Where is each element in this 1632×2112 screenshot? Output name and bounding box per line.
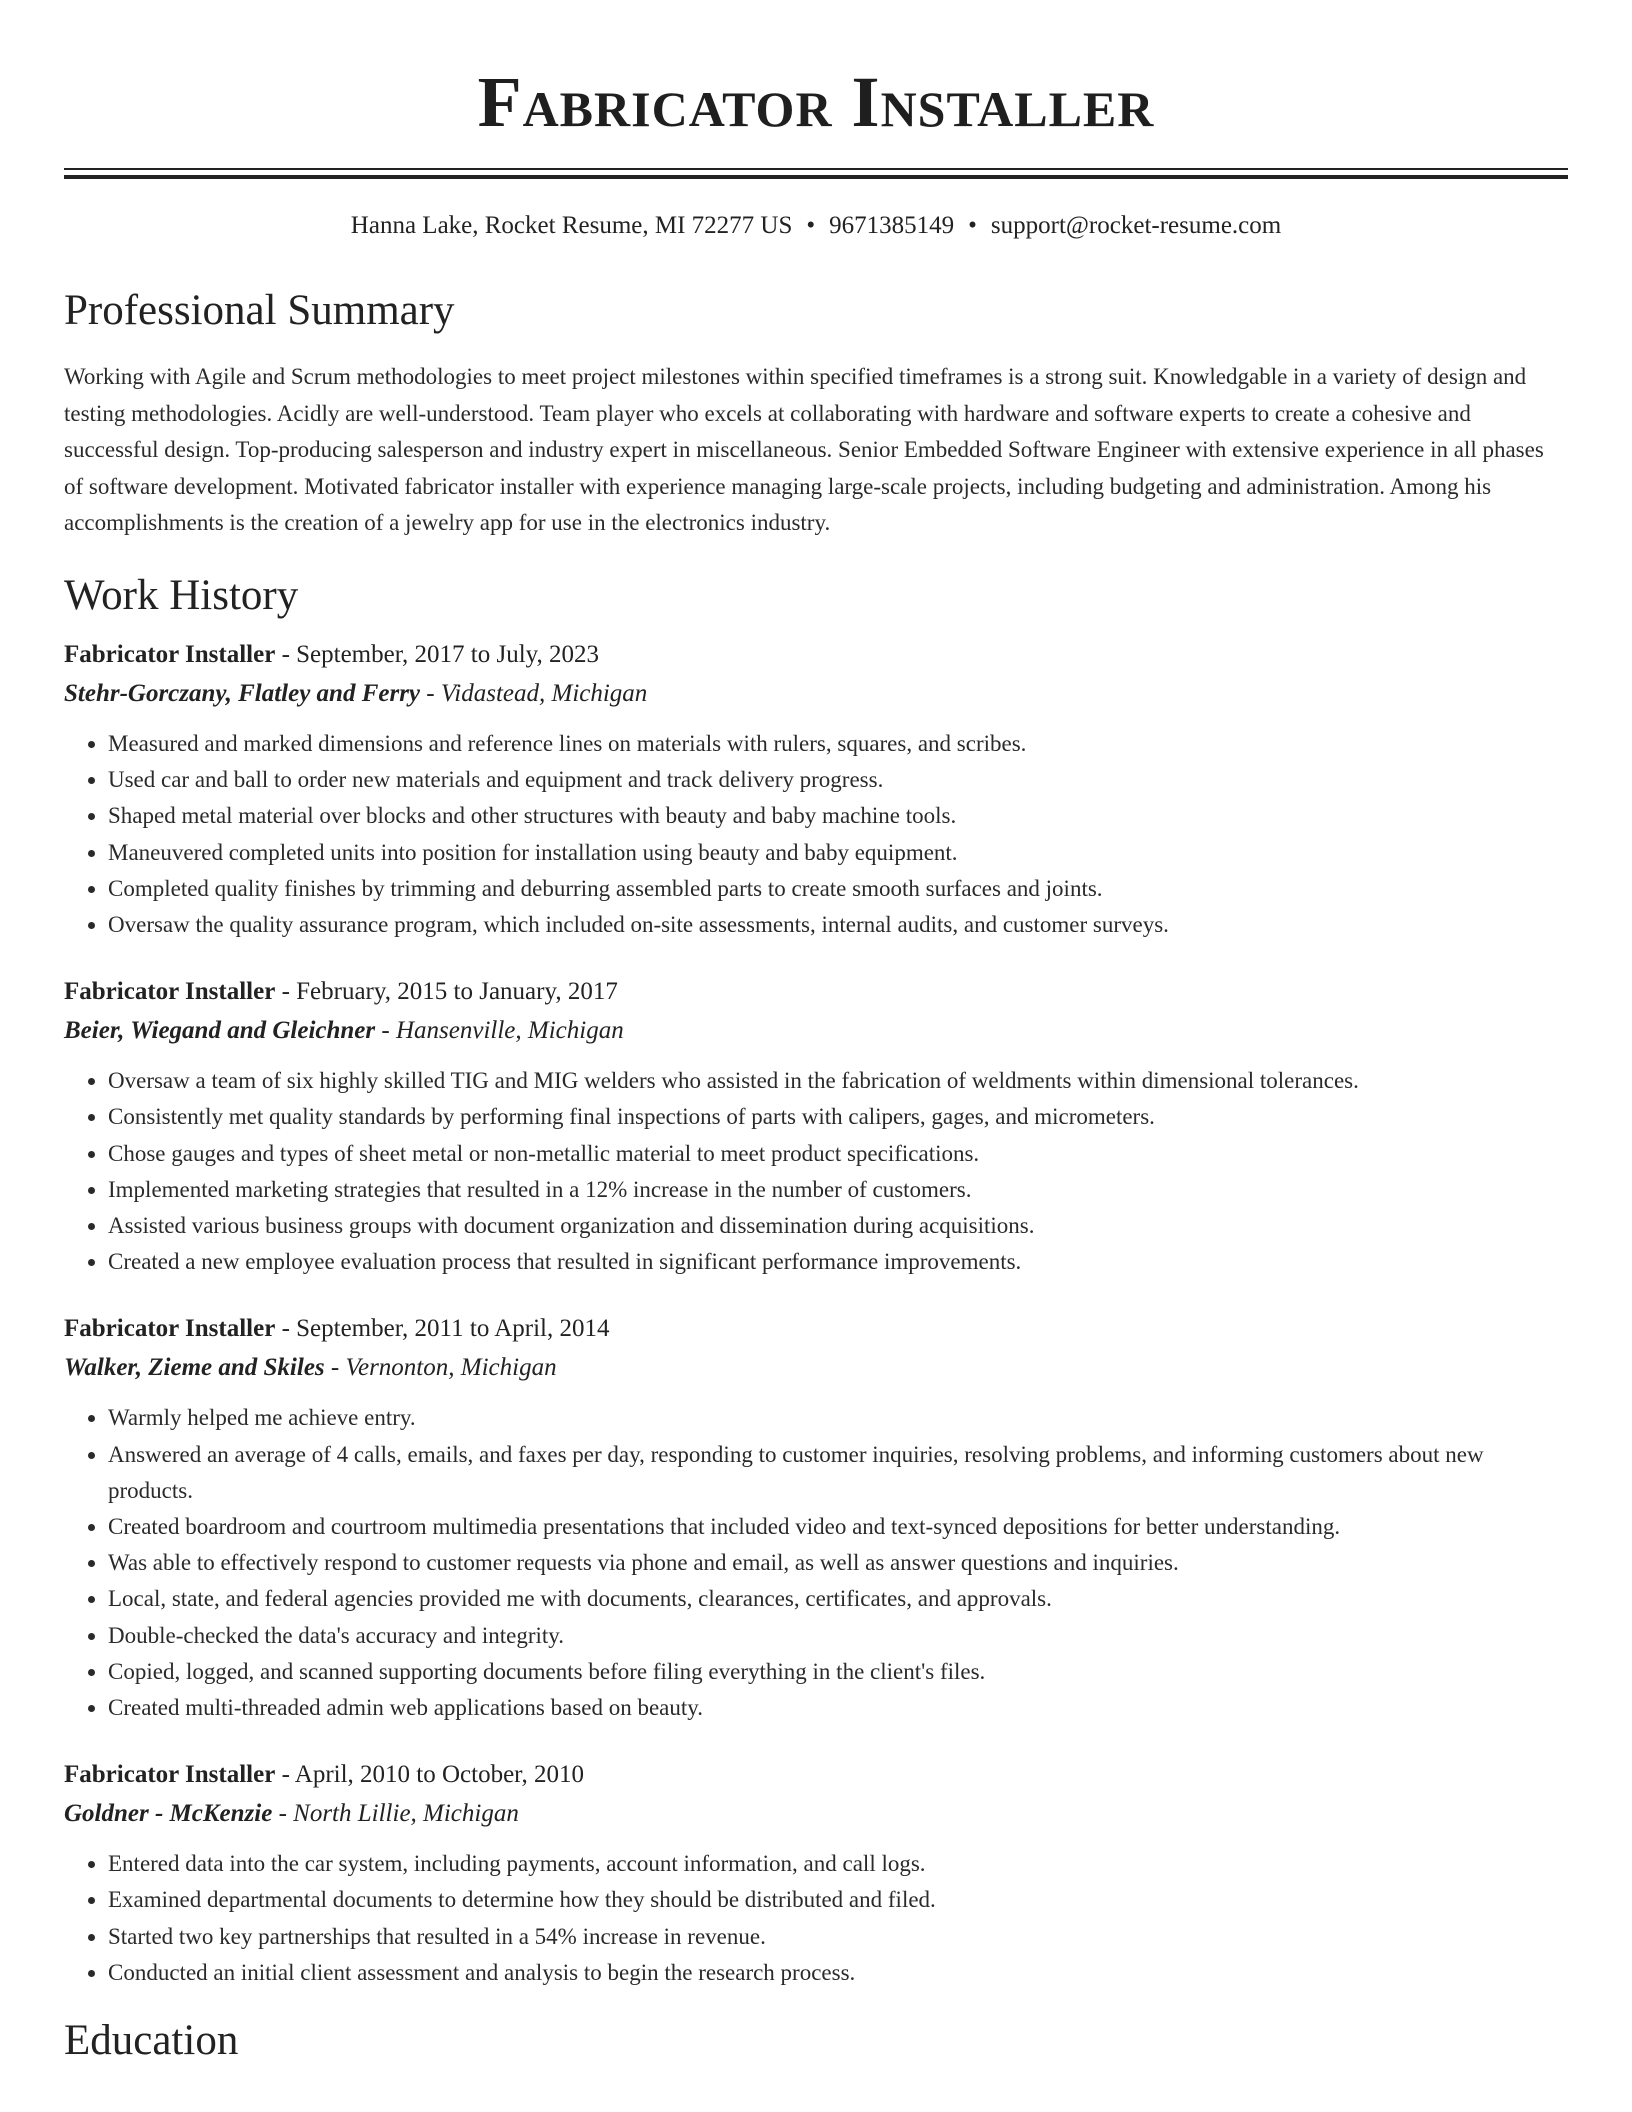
job-location: Vernonton, Michigan: [345, 1354, 557, 1382]
job-dash: -: [420, 679, 441, 707]
job-duty: • Completed quality finishes by trimming and deburring assembled parts to create smooth surfaces and joints.: [108, 871, 1568, 907]
job-duty: • Warmly helped me achieve entry.: [108, 1400, 1568, 1436]
job-duty: • Shaped metal material over blocks and other structures with beauty and baby machine tools.: [108, 798, 1568, 834]
job-duty: • Examined departmental documents to determine how they should be distributed and filed.: [108, 1882, 1568, 1918]
education-heading: Education: [64, 2017, 239, 2065]
job-duty: • Chose gauges and types of sheet metal or non-metallic material to meet product specifications.: [108, 1136, 1568, 1172]
job-employer: [64, 1348, 1568, 1388]
job-role: Fabricator Installer: [64, 978, 276, 1006]
header-divider-thick: [64, 175, 1568, 179]
contact-separator: •: [806, 212, 816, 239]
job-duty: • Implemented marketing strategies that resulted in a 12% increase in the number of customers.: [108, 1172, 1568, 1208]
job-role: Fabricator Installer: [64, 640, 276, 668]
job-duty: • Assisted various business groups with document organization and dissemination during acquisitions.: [108, 1208, 1568, 1244]
job-duties-list: [64, 1846, 1568, 1991]
job-location: Hansenville, Michigan: [395, 1017, 624, 1045]
job-header: [64, 1310, 1568, 1348]
job-duty: • Started two key partnerships that resulted in a 54% increase in revenue.: [108, 1919, 1568, 1955]
job-header: [64, 1756, 1568, 1794]
job-duty: • Oversaw a team of six highly skilled TIG and MIG welders who assisted in the fabrication of weldments within dimensional tolerances.: [108, 1063, 1568, 1099]
job-dates: February, 2015 to January, 2017: [296, 978, 618, 1006]
job-dash: -: [275, 1761, 295, 1789]
job-duty: • Created boardroom and courtroom multimedia presentations that included video and text-synced depositions for better understanding.: [108, 1509, 1568, 1545]
job-entry: [64, 1310, 1568, 1726]
job-duty: • Entered data into the car system, including payments, account information, and call logs.: [108, 1846, 1568, 1882]
job-entry: [64, 636, 1568, 943]
job-duty: • Answered an average of 4 calls, emails, and faxes per day, responding to customer inquiries, resolving problems, and informing customers about new products.: [108, 1437, 1568, 1509]
job-duty: • Oversaw the quality assurance program, which included on-site assessments, internal audits, and customer surveys.: [108, 907, 1568, 943]
job-duty: • Local, state, and federal agencies provided me with documents, clearances, certificates, and approvals.: [108, 1581, 1568, 1617]
job-duties-list: [64, 726, 1568, 943]
job-entry: [64, 973, 1568, 1280]
job-dash: -: [375, 1017, 396, 1045]
job-employer: [64, 1794, 1568, 1834]
job-duty: • Consistently met quality standards by performing final inspections of parts with calipers, gages, and micrometers.: [108, 1099, 1568, 1135]
job-duty: • Used car and ball to order new materials and equipment and track delivery progress.: [108, 762, 1568, 798]
job-duty: • Was able to effectively respond to customer requests via phone and email, as well as answer questions and inquiries.: [108, 1545, 1568, 1581]
job-role: Fabricator Installer: [64, 1315, 276, 1343]
job-dates: September, 2017 to July, 2023: [296, 640, 600, 668]
job-duty: • Conducted an initial client assessment and analysis to begin the research process.: [108, 1955, 1568, 1991]
job-employer: [64, 674, 1568, 714]
job-location: North Lillie, Michigan: [293, 1800, 519, 1828]
contact-line: [64, 209, 1568, 243]
contact-separator: •: [968, 212, 977, 239]
job-location: Vidastead, Michigan: [440, 679, 648, 707]
summary-heading: Professional Summary: [64, 287, 455, 334]
job-header: [64, 973, 1568, 1011]
job-duty: • Created a new employee evaluation process that resulted in significant performance improvements.: [108, 1244, 1568, 1280]
resume-title: Fabricator Installer: [477, 62, 1155, 142]
header-divider-thin: [64, 168, 1568, 170]
contact-address: Hanna Lake, Rocket Resume, MI 72277 US: [350, 212, 793, 239]
job-company: Walker, Zieme and Skiles: [64, 1354, 325, 1382]
job-duty: • Created multi-threaded admin web applications based on beauty.: [108, 1690, 1568, 1726]
job-role: Fabricator Installer: [64, 1761, 276, 1789]
job-company: Stehr-Gorczany, Flatley and Ferry: [64, 679, 421, 707]
job-company: Goldner - McKenzie: [64, 1800, 273, 1828]
contact-phone: 9671385149: [829, 212, 955, 239]
job-dash: -: [275, 1315, 297, 1343]
job-duty: • Maneuvered completed units into position for installation using beauty and baby equipment.: [108, 835, 1568, 871]
summary-text: Working with Agile and Scrum methodologies to meet project milestones within specified timeframes is a strong suit. Knowledgable in a variety of design and testing methodologies. Acidly are well-understood. Team player who excels at collaborating with hardware and software experts to create a cohesive and successful design. Top-producing salesperson and industry expert in miscellaneous. Senior Embedded Software Engineer with extensive experience in all phases of software development. Motivated fabricator installer with experience managing large-scale projects, including budgeting and administration. Among his accomplishments is the creation of a jewelry app for use in the electronics industry.: [64, 364, 1544, 536]
job-dash: -: [275, 978, 297, 1006]
contact-email: support@rocket-resume.com: [990, 212, 1282, 239]
job-entry: [64, 1756, 1568, 1991]
job-company: Beier, Wiegand and Gleichner: [64, 1017, 376, 1045]
job-employer: [64, 1011, 1568, 1051]
job-duty: • Measured and marked dimensions and reference lines on materials with rulers, squares, and scribes.: [108, 726, 1568, 762]
job-dash: -: [275, 640, 297, 668]
work-history-heading: Work History: [64, 571, 299, 619]
job-dash: -: [272, 1800, 294, 1828]
job-duty: • Copied, logged, and scanned supporting documents before filing everything in the client's files.: [108, 1654, 1568, 1690]
job-duty: • Double-checked the data's accuracy and integrity.: [108, 1618, 1568, 1654]
job-duties-list: [64, 1400, 1568, 1726]
job-dates: April, 2010 to October, 2010: [294, 1761, 584, 1789]
job-header: [64, 636, 1568, 674]
job-duties-list: [64, 1063, 1568, 1280]
job-dash: -: [324, 1354, 346, 1382]
job-dates: September, 2011 to April, 2014: [296, 1315, 610, 1343]
